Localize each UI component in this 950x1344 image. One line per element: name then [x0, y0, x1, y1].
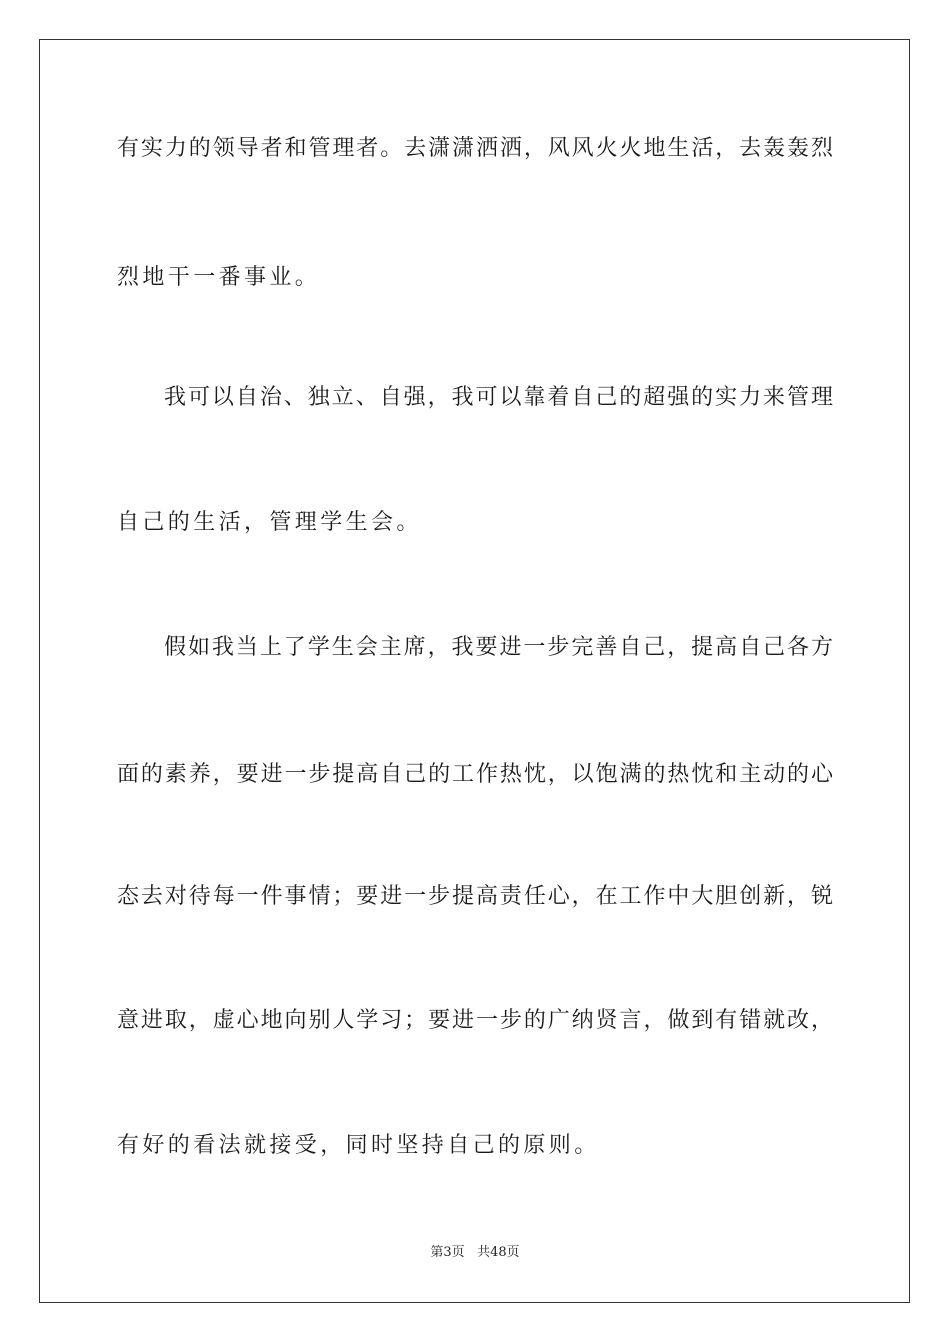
paragraph-line: 有好的看法就接受，同时坚持自己的原则。: [117, 1133, 600, 1158]
page-border: [39, 39, 910, 1303]
paragraph-line: 烈地干一番事业。: [117, 265, 321, 290]
paragraph-line: 态去对待每一件事情；要进一步提高责任心，在工作中大胆创新，锐: [117, 884, 833, 909]
paragraph-line: 面的素养，要进一步提高自己的工作热忱，以饱满的热忱和主动的心: [117, 762, 833, 787]
paragraph-line: 自己的生活，管理学生会。: [117, 510, 422, 535]
paragraph-line: 有实力的领导者和管理者。去潇潇洒洒，风风火火地生活，去轰轰烈: [117, 136, 833, 161]
page-footer: [0, 1244, 950, 1262]
footer-spacer: [465, 1245, 477, 1260]
page-total: 共48页: [477, 1245, 520, 1260]
paragraph-line: 我可以自治、独立、自强，我可以靠着自己的超强的实力来管理: [164, 385, 833, 410]
page-number: 第3页: [430, 1245, 465, 1260]
paragraph-line: 意进取，虚心地向别人学习；要进一步的广纳贤言，做到有错就改，: [117, 1008, 833, 1033]
paragraph-line: 假如我当上了学生会主席，我要进一步完善自己，提高自己各方: [164, 635, 833, 660]
